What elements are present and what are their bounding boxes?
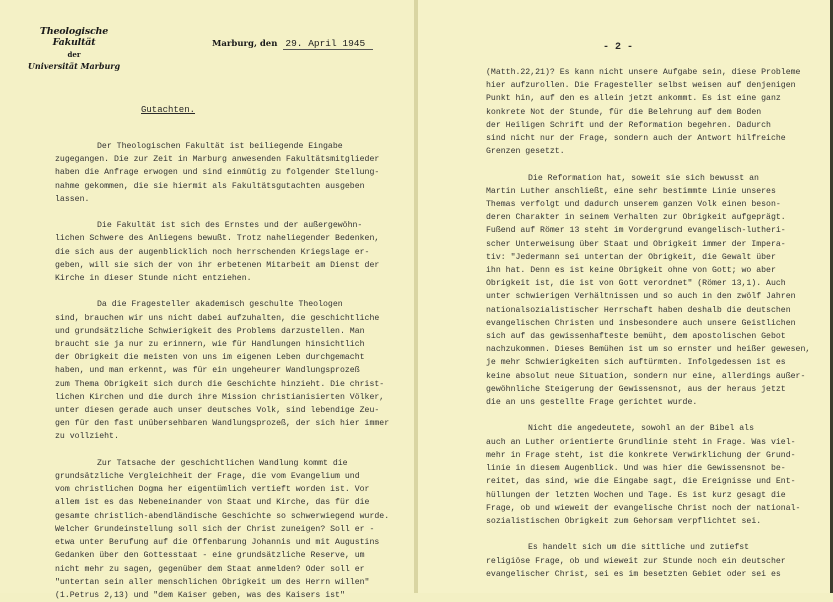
place: Marburg, den: [212, 39, 278, 49]
text-line: reitet, das sind, wie die Eingabe sagt, die Ereignisse und Ent-: [486, 477, 796, 487]
text-line: tiv: "Jedermann sei untertan der Obrigkeit, die Gewalt über: [486, 252, 776, 262]
text-line: gen für den fast unübersehbaren Wandlungsprozeß, der sich hier immer: [55, 419, 390, 429]
text-line: die an uns gestellte Frage gerichtet wurde.: [486, 398, 698, 408]
text-line: [486, 158, 810, 171]
text-line: (1.Petrus 2,13) und "dem Kaiser geben, was des Kaisers ist": [55, 590, 345, 600]
text-line: ihn hat. Denn es ist keine Obrigkeit ohne von Gott; wo aber: [486, 266, 776, 276]
text-line: Fußend auf Römer 13 steht im Vordergrund evangelisch-lutheri-: [486, 226, 786, 236]
letterhead-der: der: [67, 50, 81, 59]
text-line: nicht mehr zu sagen, gegenüber dem Staat anmelden? Oder soll er: [55, 564, 365, 574]
text-line: religiöse Frage, ob und wieweit zur Stunde noch ein deutscher: [486, 556, 786, 566]
text-line: evangelischer Christ, sei es im besetzten Gebiet oder sei es: [486, 569, 781, 579]
text-line: keine absolut neue Situation, sondern nur eine, allerdings außer-: [486, 371, 806, 381]
text-line: Themas verfolgt und dadurch unserem ganzen Volk einen beson-: [486, 200, 781, 210]
text-line: allem ist es das Nebeneinander von Staat und Kirche, das für die: [55, 498, 370, 508]
text-line: der Heiligen Schrift und der Reformation begehren. Dadurch: [486, 120, 771, 130]
text-line: Die Fakultät ist sich des Ernstes und der außergewöhn-: [97, 221, 363, 231]
text-line: Gedanken über den Gottesstaat - eine grundsätzliche Reserve, um: [55, 551, 365, 561]
text-line: sind, brauchen wir uns nicht dabei aufzuhalten, die geschichtliche: [55, 313, 380, 323]
text-line: die sich aus der augenblicklich noch herrschenden Kriegslage er-: [55, 247, 370, 257]
text-line: zum Thema Obrigkeit sich durch die Geschichte hinzieht. Die christ-: [55, 379, 385, 389]
letterhead-faculty: Theologische Fakultät: [39, 26, 109, 48]
text-line: lichen Kirchen und die durch ihre Mission christianisierten Völker,: [55, 392, 385, 402]
text-line: [486, 528, 810, 541]
letterhead: [24, 26, 124, 71]
text-line: [55, 285, 389, 298]
text-line: sich auf das gewissenhafteste bemüht, dem apostolischen Gebot: [486, 332, 786, 342]
letterhead-university: Universität Marburg: [27, 61, 121, 71]
text-line: Punkt hin, auf den es allein jetzt ankommt. Es ist eine ganz: [486, 94, 781, 104]
text-line: [486, 409, 810, 422]
text-line: Der Theologischen Fakultät ist beiliegende Eingabe: [97, 142, 343, 151]
text-line: sind nicht nur der Frage, sondern auch der Antwort hilfreiche: [486, 134, 786, 144]
text-line: je mehr Schwierigkeiten sich auftürmten. Infolgedessen ist es: [486, 358, 786, 368]
text-line: lichen Schwere des Anliegens bewußt. Trotz naheliegender Bedenken,: [55, 234, 380, 244]
text-line: haben die Anfrage erwogen und sind einmütig zu folgender Stellung-: [55, 168, 380, 178]
text-line: Zur Tatsache der geschichtlichen Wandlung kommt die: [97, 458, 348, 468]
text-line: (Matth.22,21)? Es kann nicht unsere Aufgabe sein, diese Probleme: [486, 68, 801, 77]
text-line: Die Reformation hat, soweit sie sich bewusst an: [528, 173, 759, 183]
text-line: "untertan sein aller menschlichen Obrigkeit um des Herrn willen": [55, 577, 370, 587]
text-line: grundsätzliche Vergleichheit der Frage, die vom Evangelium und: [55, 472, 360, 482]
text-line: lassen.: [55, 194, 90, 204]
text-line: Frage, ob und wieweit der evangelische Christ noch der national-: [486, 503, 801, 513]
text-line: Nicht die angedeutete, sowohl an der Bibel als: [528, 424, 755, 434]
text-line: scher Unterweisung über Staat und Obrigkeit immer der Impera-: [486, 239, 786, 249]
text-line: zu vollzieht.: [55, 432, 119, 442]
text-line: nachzukommen. Dieses Bemühen ist um so ernster und heißer gewesen,: [486, 345, 811, 355]
text-line: nahme gekommen, die sie hiermit als Fakultätsgutachten ausgeben: [55, 181, 365, 191]
text-line: etwa unter Berufung auf die Offenbarung Johannis und mit Augustins: [55, 538, 380, 548]
text-line: zugegangen. Die zur Zeit in Marburg anwesenden Fakultätsmitglieder: [55, 155, 380, 165]
date: 29. April 1945: [283, 38, 373, 50]
text-line: auch an Luther orientierte Grundlinie steht in Frage. Was viel-: [486, 437, 796, 447]
text-line: sozialistischen Obrigkeit zum Gehorsam verpflichtet sei.: [486, 516, 762, 526]
right-page: [418, 0, 833, 593]
text-line: Da die Fragesteller akademisch geschulte Theologen: [97, 300, 343, 310]
text-line: Obrigkeit ist, die ist von Gott verordnet" (Römer 13,1). Auch: [486, 279, 786, 289]
right-body-text: [486, 66, 810, 581]
document-heading: Gutachten.: [141, 105, 196, 115]
text-line: Kirche in dieser Stunde nicht entziehen.: [55, 274, 252, 284]
text-line: der Obrigkeit die meisten von uns im eigenen Leben durchgemacht: [55, 353, 365, 363]
place-date: [212, 38, 373, 49]
text-line: gesamte christlich-abendländische Geschichte so schwerwiegend wurde.: [55, 511, 390, 521]
text-line: und grundsätzliche Schwierigkeit des Problems darzustellen. Man: [55, 326, 365, 336]
text-line: [55, 206, 389, 219]
left-body-text: [55, 140, 389, 602]
text-line: nationalsozialistischer Herrschaft haben deshalb die deutschen: [486, 305, 791, 315]
text-line: braucht sie ja nur zu erinnern, wie für Handlungen hinsichtlich: [55, 340, 365, 350]
text-line: Grenzen gesetzt.: [486, 147, 565, 157]
text-line: geben, will sie sich der von ihr erbetenen Mitarbeit am Dienst der: [55, 260, 380, 270]
text-line: unter diesen gerade auch unser deutsches Volk, sind lebendige Zeu-: [55, 406, 380, 416]
text-line: unter schwierigen Verhältnissen und so auch in den zwölf Jahren: [486, 292, 796, 302]
text-line: linie in diesem Augenblick. Und was hier die Gewissensnot be-: [486, 464, 786, 474]
text-line: Welcher Grundeinstellung soll sich der Christ zuneigen? Soll er -: [55, 524, 375, 534]
text-line: Es handelt sich um die sittliche und zutiefst: [528, 543, 750, 553]
text-line: hüllungen der letzten Wochen und Tage. Es ist kurz gesagt die: [486, 490, 786, 500]
text-line: deren Charakter in seinem Verhalten zur Obrigkeit aufgeprägt.: [486, 213, 786, 223]
page-number: - 2 -: [603, 42, 634, 53]
text-line: evangelischen Christen und insbesondere auch unsere Geistlichen: [486, 318, 796, 328]
text-line: mehr in Frage steht, ist die konkrete Verwirklichung der Grund-: [486, 450, 796, 460]
text-line: konkrete Not der Stunde, für die Belehrung auf dem Boden: [486, 107, 762, 117]
text-line: Martin Luther anschließt, eine sehr bestimmte Linie unseres: [486, 186, 776, 196]
text-line: gewöhnliche Steigerung der Gewissensnot, aus der heraus jetzt: [486, 384, 786, 394]
text-line: [55, 444, 389, 457]
text-line: hier aufzurollen. Die Fragesteller selbst weisen auf denjenigen: [486, 81, 796, 91]
text-line: vom christlichen Dogma her eigentümlich vertieft worden ist. Vor: [55, 485, 370, 495]
left-page: [0, 0, 414, 600]
text-line: haben, und man erkennt, was für ein ungeheurer Wandlungsprozeß: [55, 366, 360, 376]
